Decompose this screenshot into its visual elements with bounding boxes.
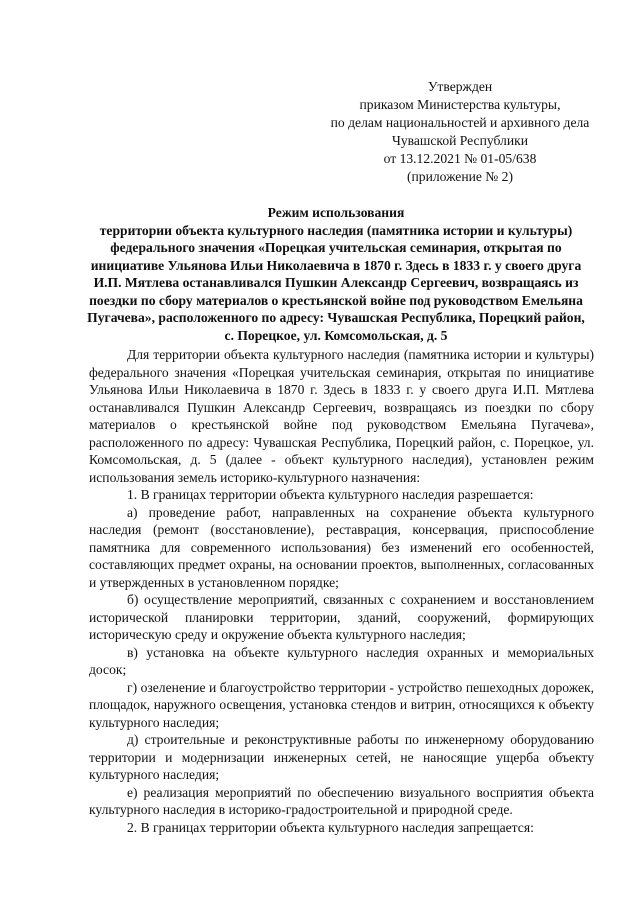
clause-1b: б) осуществление мероприятий, связанных с сохранением и восстановлением исторической планировки территории, зданий, сооружений, формирующих историческую среду и окружение объекта культурного наследия; bbox=[89, 592, 594, 642]
title-heading: Режим использования bbox=[267, 205, 405, 220]
clause-1d: д) строительные и реконструктивные работы по инженерному оборудованию территории и модернизации инженерных сетей, не наносящие ущерба объекту культурного наследия; bbox=[89, 732, 594, 782]
document-body bbox=[89, 346, 594, 836]
clause-1a: а) проведение работ, направленных на сохранение объекта культурного наследия (ремонт (восстановление), реставрация, консервация, приспособление памятника для современного использования) без изменений его особенностей, составляющих предмет охраны, на основании проектов, выполненных, согласованных и утвержденных в установленном порядке; bbox=[89, 504, 594, 590]
clause-2: 2. В границах территории объекта культурного наследия запрещается: bbox=[127, 819, 534, 835]
intro-paragraph: Для территории объекта культурного наследия (памятника истории и культуры) федерального значения «Порецкая учительская семинария, открытая по инициативе Ульянова Ильи Николаевича в 1870 г. Здесь в 1833 г. у своего друга И.П. Мятлева останавливался Пушкин Александр Сергеевич, возвращаясь из поездки по сбору материалов о крестьянской войне под руководством Емельяна Пугачева», расположенного по адресу: Чувашская Республика, Порецкий район, с. Порецкое, ул. Комсомольская, д. 5 (далее - объект культурного наследия), установлен режим использования земель историко-культурного назначения: bbox=[89, 347, 594, 485]
approval-line: Утвержден bbox=[427, 79, 493, 94]
approval-block bbox=[318, 78, 602, 186]
title-text: территории объекта культурного наследия (памятника истории и культуры) федерального значения «Порецкая учительская семинария, открытая по инициативе Ульянова Ильи Николаевича в 1870 г. Здесь в 1833 г. у своего друга И.П. Мятлева останавливался Пушкин Александр Сергеевич, возвращаясь из поездки по сбору материалов о крестьянской войне под руководством Емельяна Пугачева», расположенного по адресу: Чувашская Республика, Порецкий район, с. Порецкое, ул. Комсомольская, д. 5 bbox=[87, 222, 585, 343]
approval-line: приказом Министерства культуры, bbox=[359, 97, 561, 112]
clause-1e: е) реализация мероприятий по обеспечению визуального восприятия объекта культурного наследия в историко-градостроительной и природной среде. bbox=[89, 784, 594, 817]
document-title bbox=[86, 204, 586, 344]
clause-1: 1. В границах территории объекта культурного наследия разрешается: bbox=[127, 487, 534, 502]
approval-line: от 13.12.2021 № 01-05/638 bbox=[383, 151, 537, 166]
approval-line: по делам национальностей и архивного дела bbox=[330, 115, 590, 130]
clause-1g: г) озеленение и благоустройство территории - устройство пешеходных дорожек, площадок, наружного освещения, установка стендов и витрин, относящихся к объекту культурного наследия; bbox=[89, 679, 594, 730]
approval-line: (приложение № 2) bbox=[406, 169, 514, 184]
approval-line: Чувашской Республики bbox=[392, 133, 528, 148]
clause-1v: в) установка на объекте культурного наследия охранных и мемориальных досок; bbox=[89, 644, 594, 677]
